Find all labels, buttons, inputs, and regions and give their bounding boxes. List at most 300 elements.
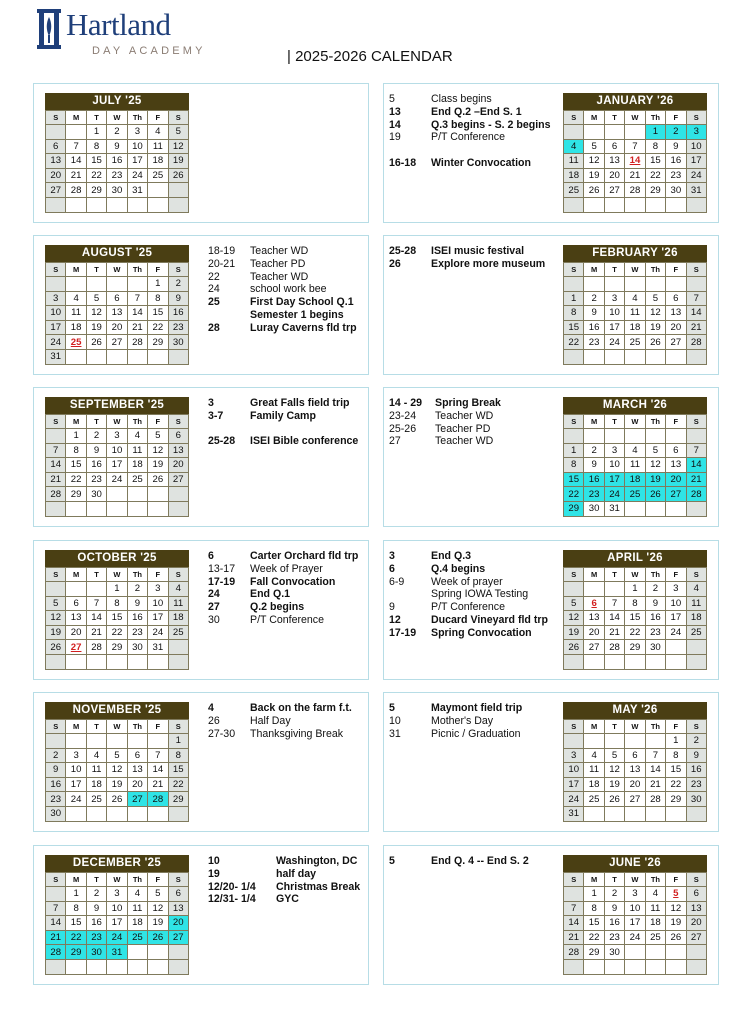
empty-day-cell	[127, 277, 147, 292]
day-cell: 12	[86, 306, 106, 321]
day-cell: 18	[686, 611, 706, 626]
day-cell: 23	[604, 930, 624, 945]
event-item	[389, 627, 548, 640]
weekday-label: F	[148, 415, 168, 429]
day-cell: 10	[564, 763, 584, 778]
day-cell: 29	[66, 945, 86, 960]
event-date: 25-28	[389, 245, 417, 257]
month-grid	[45, 110, 189, 213]
event-item	[208, 868, 360, 881]
day-cell: 11	[564, 154, 584, 169]
empty-day-cell	[86, 959, 106, 974]
empty-day-cell	[66, 654, 86, 669]
week-row	[46, 748, 189, 763]
weekday-label: Th	[645, 263, 665, 277]
day-cell: 27	[66, 640, 86, 655]
day-cell: 8	[564, 306, 584, 321]
event-item	[389, 157, 551, 170]
empty-day-cell	[686, 945, 706, 960]
empty-day-cell	[168, 183, 188, 198]
event-text: Ducard Vineyard fld trp	[431, 613, 548, 626]
day-cell: 29	[86, 183, 106, 198]
day-cell: 24	[625, 930, 645, 945]
empty-day-cell	[645, 734, 665, 749]
day-cell: 2	[584, 291, 604, 306]
day-cell: 17	[686, 154, 706, 169]
day-cell: 30	[86, 487, 106, 502]
empty-day-cell	[148, 959, 168, 974]
day-cell: 31	[686, 183, 706, 198]
event-item	[208, 271, 357, 284]
empty-day-cell	[66, 349, 86, 364]
day-cell: 18	[625, 472, 645, 487]
empty-day-cell	[168, 654, 188, 669]
day-cell: 31	[604, 501, 624, 516]
week-row	[564, 168, 707, 183]
event-date: 22	[208, 270, 220, 283]
day-cell: 4	[168, 582, 188, 597]
day-cell: 28	[46, 945, 66, 960]
day-cell: 26	[148, 930, 168, 945]
day-cell: 20	[625, 777, 645, 792]
event-date: 17-19	[389, 626, 417, 639]
day-cell: 9	[604, 901, 624, 916]
day-cell: 2	[666, 125, 686, 140]
day-cell: 24	[66, 792, 86, 807]
weekday-header-row	[564, 720, 707, 734]
day-cell: 22	[625, 625, 645, 640]
day-cell: 6	[46, 139, 66, 154]
month-grid	[563, 872, 707, 975]
empty-day-cell	[686, 349, 706, 364]
empty-day-cell	[107, 959, 127, 974]
day-cell: 10	[107, 901, 127, 916]
day-cell: 26	[148, 472, 168, 487]
day-cell: 14	[686, 458, 706, 473]
empty-day-cell	[86, 349, 106, 364]
day-cell: 5	[666, 887, 686, 902]
day-cell: 6	[625, 748, 645, 763]
empty-day-cell	[645, 277, 665, 292]
day-cell: 6	[107, 291, 127, 306]
day-cell: 26	[107, 792, 127, 807]
event-item	[389, 106, 551, 119]
empty-day-cell	[66, 734, 86, 749]
event-date: 26	[389, 257, 401, 270]
empty-day-cell	[686, 277, 706, 292]
event-date: 5	[389, 702, 395, 714]
week-row	[46, 291, 189, 306]
weekday-label: M	[584, 415, 604, 429]
event-item	[208, 715, 352, 728]
event-text: GYC	[276, 893, 299, 906]
event-item	[208, 309, 357, 322]
event-item	[208, 576, 358, 589]
day-cell: 31	[564, 806, 584, 821]
week-row	[46, 916, 189, 931]
weekday-label: W	[107, 720, 127, 734]
empty-day-cell	[584, 959, 604, 974]
day-cell: 15	[66, 458, 86, 473]
event-text: Spring IOWA Testing	[431, 588, 529, 601]
empty-day-cell	[127, 806, 147, 821]
day-cell: 18	[168, 611, 188, 626]
month-calendar-jul	[45, 93, 189, 213]
day-cell: 20	[584, 625, 604, 640]
day-cell: 4	[148, 125, 168, 140]
event-text: Teacher PD	[435, 422, 491, 435]
empty-day-cell	[148, 945, 168, 960]
empty-day-cell	[666, 640, 686, 655]
day-cell: 7	[686, 291, 706, 306]
event-date: 12/31- 1/4	[208, 893, 256, 906]
empty-day-cell	[686, 654, 706, 669]
week-row	[46, 887, 189, 902]
day-cell: 29	[564, 501, 584, 516]
empty-day-cell	[107, 349, 127, 364]
weekday-label: T	[86, 415, 106, 429]
day-cell: 7	[127, 291, 147, 306]
day-cell: 11	[127, 443, 147, 458]
day-cell: 23	[168, 320, 188, 335]
empty-day-cell	[107, 654, 127, 669]
week-row	[46, 734, 189, 749]
month-calendar-jan	[563, 93, 707, 213]
week-row	[46, 277, 189, 292]
weekday-label: W	[107, 263, 127, 277]
empty-day-cell	[127, 197, 147, 212]
day-cell: 3	[66, 748, 86, 763]
empty-day-cell	[66, 959, 86, 974]
day-cell: 29	[584, 945, 604, 960]
day-cell: 14	[645, 763, 665, 778]
event-date: 24	[208, 283, 220, 296]
day-cell: 10	[604, 458, 624, 473]
weekday-label: Th	[645, 873, 665, 887]
empty-day-cell	[564, 277, 584, 292]
weekday-label: T	[86, 873, 106, 887]
event-item	[389, 702, 522, 715]
empty-day-cell	[46, 125, 66, 140]
event-date: 17-19	[208, 575, 236, 588]
empty-day-cell	[604, 582, 624, 597]
day-cell: 4	[127, 887, 147, 902]
day-cell: 3	[666, 582, 686, 597]
weekday-label: S	[686, 415, 706, 429]
month-grid	[563, 567, 707, 670]
week-row	[46, 443, 189, 458]
empty-day-cell	[168, 349, 188, 364]
weekday-label: M	[66, 111, 86, 125]
event-item	[389, 131, 551, 144]
month-title: JUNE '26	[563, 855, 707, 872]
day-cell: 25	[645, 930, 665, 945]
event-item	[208, 435, 358, 448]
day-cell: 15	[564, 472, 584, 487]
event-text: Q.2 begins	[250, 601, 305, 614]
event-item	[208, 410, 358, 423]
month-grid	[563, 110, 707, 213]
week-row	[564, 582, 707, 597]
weekday-label: M	[66, 568, 86, 582]
weekday-label: F	[148, 263, 168, 277]
event-item	[389, 550, 548, 563]
week-row	[564, 349, 707, 364]
day-cell: 26	[584, 183, 604, 198]
day-cell: 19	[148, 458, 168, 473]
weekday-label: W	[625, 415, 645, 429]
event-text: P/T Conference	[250, 613, 325, 626]
day-cell: 2	[127, 582, 147, 597]
day-cell: 23	[584, 487, 604, 502]
day-cell: 13	[604, 154, 624, 169]
event-list-aug	[208, 245, 357, 335]
day-cell: 1	[564, 443, 584, 458]
day-cell: 10	[148, 596, 168, 611]
event-date: 25	[208, 296, 220, 309]
day-cell: 21	[127, 320, 147, 335]
day-cell: 27	[46, 183, 66, 198]
event-date: 19	[208, 867, 220, 880]
day-cell: 28	[46, 487, 66, 502]
empty-day-cell	[604, 734, 624, 749]
day-cell: 22	[168, 777, 188, 792]
empty-day-cell	[46, 501, 66, 516]
day-cell: 25	[168, 625, 188, 640]
day-cell: 26	[645, 487, 665, 502]
event-text: half day	[276, 867, 317, 880]
month-calendar-may	[563, 702, 707, 822]
day-cell: 27	[625, 792, 645, 807]
day-cell: 21	[46, 472, 66, 487]
day-cell: 24	[686, 168, 706, 183]
day-cell: 19	[666, 916, 686, 931]
day-cell: 13	[168, 443, 188, 458]
weekday-label: Th	[645, 415, 665, 429]
event-text: P/T Conference	[431, 601, 506, 614]
day-cell: 27	[168, 930, 188, 945]
day-cell: 20	[66, 625, 86, 640]
day-cell: 29	[666, 792, 686, 807]
empty-day-cell	[564, 734, 584, 749]
event-item	[208, 397, 358, 410]
empty-day-cell	[86, 582, 106, 597]
day-cell: 15	[666, 763, 686, 778]
day-cell: 30	[584, 501, 604, 516]
weekday-label: Th	[127, 415, 147, 429]
event-item	[389, 258, 545, 271]
event-item	[208, 563, 358, 576]
empty-day-cell	[625, 197, 645, 212]
weekday-label: F	[148, 568, 168, 582]
day-cell: 29	[66, 487, 86, 502]
week-row	[46, 139, 189, 154]
event-text: Teacher WD	[250, 270, 309, 283]
day-cell: 23	[584, 335, 604, 350]
month-grid	[45, 262, 189, 365]
empty-day-cell	[604, 277, 624, 292]
week-row	[564, 611, 707, 626]
day-cell: 28	[604, 640, 624, 655]
day-cell: 25	[148, 168, 168, 183]
weekday-label: S	[168, 720, 188, 734]
day-cell: 20	[46, 168, 66, 183]
day-cell: 1	[645, 125, 665, 140]
day-cell: 22	[86, 168, 106, 183]
day-cell: 6	[168, 887, 188, 902]
day-cell: 30	[604, 945, 624, 960]
event-text: Family Camp	[250, 409, 316, 422]
event-list-nov	[208, 702, 352, 740]
day-cell: 12	[168, 139, 188, 154]
event-list-jan	[389, 93, 551, 170]
day-cell: 2	[168, 277, 188, 292]
event-date: 9	[389, 601, 395, 614]
day-cell: 24	[666, 625, 686, 640]
empty-day-cell	[168, 501, 188, 516]
week-row	[564, 945, 707, 960]
day-cell: 26	[564, 640, 584, 655]
weekday-label: S	[168, 111, 188, 125]
weekday-label: T	[86, 263, 106, 277]
weekday-label: Th	[127, 720, 147, 734]
week-row	[564, 501, 707, 516]
day-cell: 17	[127, 154, 147, 169]
event-item	[389, 601, 548, 614]
day-cell: 19	[604, 777, 624, 792]
day-cell: 5	[148, 429, 168, 444]
weekday-header-row	[564, 568, 707, 582]
day-cell: 12	[148, 443, 168, 458]
day-cell: 19	[564, 625, 584, 640]
day-cell: 17	[107, 458, 127, 473]
event-date: 5	[389, 855, 395, 867]
week-row	[46, 959, 189, 974]
month-title: APRIL '26	[563, 550, 707, 567]
empty-day-cell	[168, 487, 188, 502]
month-grid	[45, 414, 189, 517]
day-cell: 9	[107, 139, 127, 154]
week-row	[46, 501, 189, 516]
day-cell: 21	[148, 777, 168, 792]
empty-day-cell	[584, 197, 604, 212]
weekday-label: W	[625, 568, 645, 582]
day-cell: 10	[107, 443, 127, 458]
day-cell: 8	[148, 291, 168, 306]
empty-day-cell	[625, 125, 645, 140]
day-cell: 8	[168, 748, 188, 763]
month-calendar-apr	[563, 550, 707, 670]
empty-day-cell	[645, 959, 665, 974]
day-cell: 19	[107, 777, 127, 792]
empty-day-cell	[148, 501, 168, 516]
day-cell: 11	[66, 306, 86, 321]
month-title: SEPTEMBER '25	[45, 397, 189, 414]
day-cell: 19	[645, 472, 665, 487]
day-cell: 4	[686, 582, 706, 597]
day-cell: 10	[625, 901, 645, 916]
empty-day-cell	[625, 945, 645, 960]
day-cell: 28	[686, 335, 706, 350]
weekday-label: Th	[127, 873, 147, 887]
day-cell: 21	[686, 320, 706, 335]
event-text: ISEI music festival	[431, 245, 525, 257]
month-grid	[45, 719, 189, 822]
month-title: NOVEMBER '25	[45, 702, 189, 719]
week-row	[564, 734, 707, 749]
weekday-label: T	[86, 111, 106, 125]
empty-day-cell	[645, 349, 665, 364]
event-date: 16-18	[389, 156, 417, 169]
day-cell: 30	[127, 640, 147, 655]
day-cell: 28	[86, 640, 106, 655]
weekday-label: S	[564, 720, 584, 734]
day-cell: 12	[666, 901, 686, 916]
event-text: Mother's Day	[431, 714, 494, 727]
month-grid	[563, 262, 707, 365]
empty-day-cell	[584, 734, 604, 749]
day-cell: 1	[666, 734, 686, 749]
event-text: Luray Caverns fld trp	[250, 321, 357, 334]
event-text: Class begins	[431, 93, 492, 105]
weekday-label: F	[148, 873, 168, 887]
day-cell: 18	[564, 168, 584, 183]
empty-day-cell	[604, 806, 624, 821]
day-cell: 3	[107, 887, 127, 902]
day-cell: 13	[127, 763, 147, 778]
empty-day-cell	[86, 654, 106, 669]
day-cell: 18	[127, 458, 147, 473]
day-cell: 15	[168, 763, 188, 778]
day-cell: 9	[46, 763, 66, 778]
day-cell: 23	[686, 777, 706, 792]
page-header	[0, 0, 749, 80]
event-date: 3-7	[208, 409, 224, 422]
day-cell: 31	[127, 183, 147, 198]
month-calendar-dec	[45, 855, 189, 975]
empty-day-cell	[645, 945, 665, 960]
empty-day-cell	[666, 654, 686, 669]
week-row	[46, 306, 189, 321]
day-cell: 16	[584, 472, 604, 487]
event-text: Spring Break	[435, 397, 501, 409]
day-cell: 24	[604, 487, 624, 502]
day-cell: 7	[46, 443, 66, 458]
event-text: Christmas Break	[276, 880, 361, 893]
month-title: MARCH '26	[563, 397, 707, 414]
event-item	[208, 881, 360, 894]
empty-day-cell	[625, 501, 645, 516]
event-date: 25-28	[208, 435, 236, 448]
event-list-may	[389, 702, 522, 740]
day-cell: 23	[86, 472, 106, 487]
event-item	[208, 322, 357, 335]
day-cell: 25	[584, 792, 604, 807]
day-cell: 16	[86, 458, 106, 473]
empty-day-cell	[127, 487, 147, 502]
empty-day-cell	[584, 582, 604, 597]
day-cell: 8	[666, 748, 686, 763]
event-date: 27	[208, 601, 220, 614]
event-item	[208, 855, 360, 868]
event-text: Great Falls field trip	[250, 397, 350, 409]
weekday-label: W	[625, 720, 645, 734]
event-date: 20-21	[208, 257, 236, 270]
event-item	[389, 144, 551, 157]
day-cell: 28	[148, 792, 168, 807]
day-cell: 25	[86, 792, 106, 807]
event-date: 19	[389, 131, 401, 144]
